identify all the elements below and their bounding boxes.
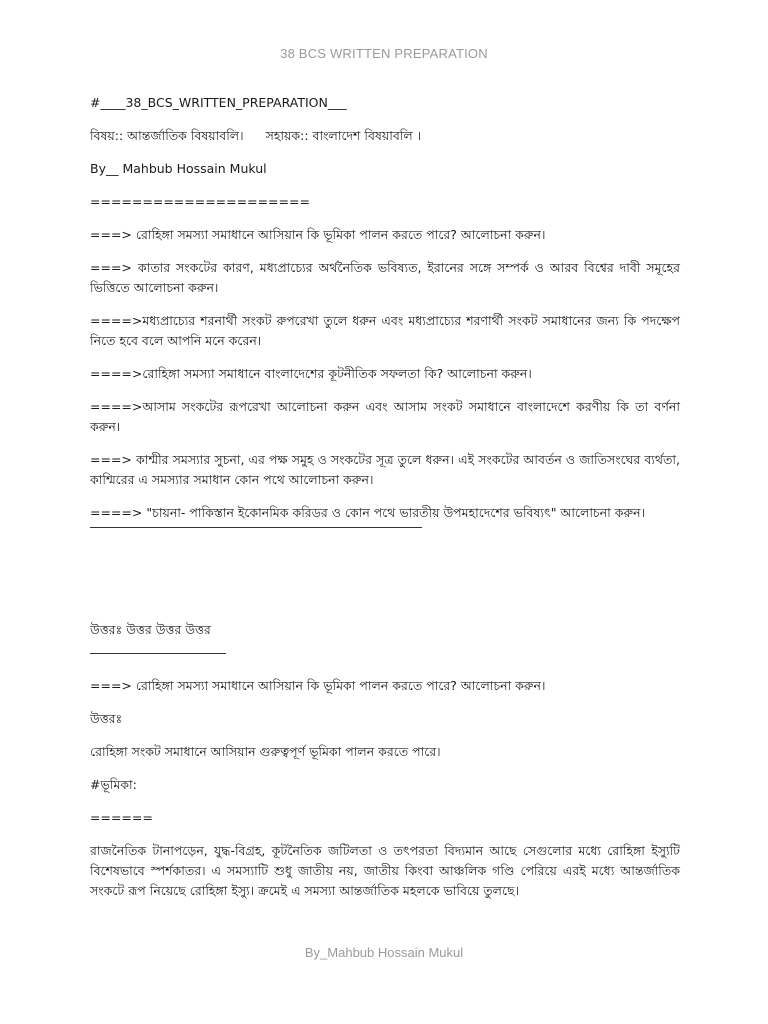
question-item: ===> রোহিঙ্গা সমস্যা সমাধানে আসিয়ান কি ভূমিকা পালন করতে পারে? আলোচনা করুন।: [90, 227, 546, 242]
intro-paragraph: রাজনৈতিক টানাপড়েন, যুদ্ধ-বিগ্রহ, কূটনৈতিক জটিলতা ও তৎপরতা বিদ্যমান আছে সেগুলোর মধ্যে রোহিঙ্গা ইস্যুটি বিশেষভাবে স্পর্শকাতর। এ সমস্যাটি শুধু জাতীয় নয়, জাতীয় কিংবা আঞ্চলিক গণ্ডি পেরিয়ে এরই মধ্যে আন্তর্জাতিক সংকটে রূপ নিয়েছে রোহিঙ্গা ইস্যু। ক্রমেই এ সমস্যা আন্তর্জাতিক মহলকে ভাবিয়ে তুলছে।: [90, 843, 680, 898]
separator-line: =====================: [90, 194, 310, 209]
question-item: ====>মধ্যপ্রাচ্যের শরনার্থী সংকট রুপরেখা তুলে ধরুন এবং মধ্যপ্রাচ্যের শরণার্থী সংকট সমাধানের জন্য কি পদক্ষেপ নিতে হবে বলে আপনি মনে করেন।: [90, 313, 680, 348]
intro-separator: ======: [90, 810, 153, 825]
helper-label: সহায়ক:: বাংলাদেশ বিষয়াবলি ।: [265, 128, 422, 143]
answer-label: উত্তরঃ: [90, 711, 123, 726]
document-title-line: #____38_BCS_WRITTEN_PREPARATION___: [90, 95, 347, 110]
question-item: ====>রোহিঙ্গা সমস্যা সমাধানে বাংলাদেশের কূটনীতিক সফলতা কি? আলোচনা করুন।: [90, 366, 532, 381]
subject-label: বিষয়:: আন্তর্জাতিক বিষয়াবলি।: [90, 128, 244, 143]
document-body: [90, 93, 680, 914]
horizontal-rule: [90, 653, 226, 654]
intro-heading: #ভূমিকা:: [90, 777, 137, 792]
question-item: ===> কাশ্মীর সমস্যার সুচনা, এর পক্ষ সমুহ ও সংকটের সূত্র তুলে ধরুন। এই সংকটের আবর্তন ও জাতিসংঘের ব্যর্থতা, কাশ্মিরের এ সমস্যার সমাধান কোন পথে আলোচনা করুন।: [90, 452, 680, 487]
subject-line: [90, 126, 680, 146]
question-item: ====>আসাম সংকটের রূপরেখা আলোচনা করুন এবং আসাম সংকট সমাধানে বাংলাদেশে করণীয় কি তা বর্ণনা করুন।: [90, 399, 680, 434]
author-line: By__ Mahbub Hossain Mukul: [90, 161, 267, 176]
page-footer: By_Mahbub Hossain Mukul: [304, 945, 464, 960]
question-item: ====> "চায়না- পাকিস্তান ইকোনমিক করিডর ও কোন পথে ভারতীয় উপমহাদেশের ভবিষ্যৎ" আলোচনা করুন।: [90, 505, 646, 520]
answer-summary: রোহিঙ্গা সংকট সমাধানে আসিয়ান গুরুত্বপূর্ণ ভূমিকা পালন করতে পারে।: [90, 744, 441, 759]
question-item: ===> কাতার সংকটের কারণ, মধ্যপ্রাচ্যের অর্থনৈতিক ভবিষ্যত, ইরানের সঙ্গে সম্পর্ক ও আরব বিশ্বের দাবী সমূহের ভিত্তিতে আলোচনা করুন।: [90, 260, 680, 295]
answers-heading: উত্তরঃ উত্তর উত্তর উত্তর: [90, 622, 211, 637]
answer-question: ===> রোহিঙ্গা সমস্যা সমাধানে আসিয়ান কি ভূমিকা পালন করতে পারে? আলোচনা করুন।: [90, 678, 546, 693]
page-header: 38 BCS WRITTEN PREPARATION: [280, 46, 488, 61]
